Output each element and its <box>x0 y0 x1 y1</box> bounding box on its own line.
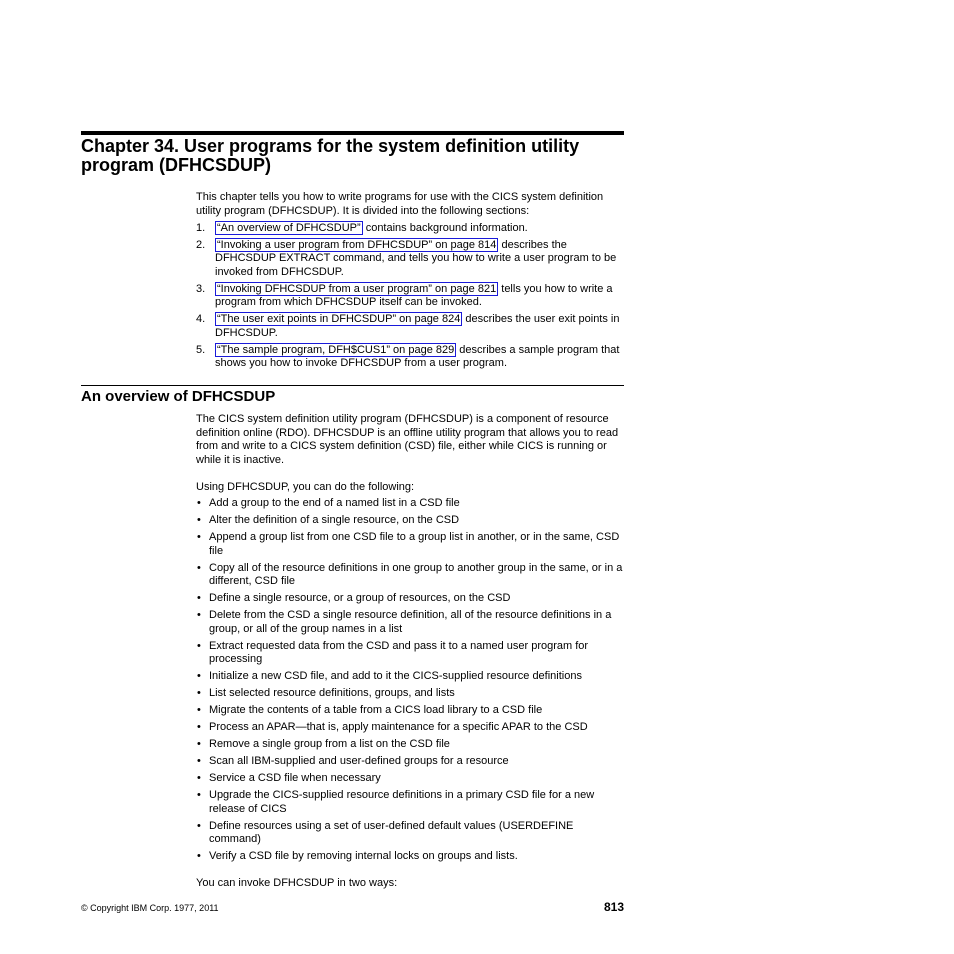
list-item <box>196 283 628 310</box>
list-number: 1. <box>196 222 206 234</box>
list-number: 2. <box>196 238 206 251</box>
list-item-text: describes the DFHCSDUP EXTRACT command, and tells you how to write a user program to be invoked from DFHCSDUP. <box>215 238 617 278</box>
list-item: • Upgrade the CICS-supplied resource definitions in a primary CSD file for a new release of CICS <box>197 789 595 815</box>
chapter-title: Chapter 34. User programs for the system definition utility program (DFHCSDUP) <box>81 136 580 175</box>
section-link-sample-program[interactable]: “The sample program, DFH$CUS1” on page 829 <box>217 343 455 356</box>
list-item: • Extract requested data from the CSD and pass it to a named user program for processing <box>197 639 589 666</box>
list-item: • Initialize a new CSD file, and add to it the CICS-supplied resource definitions <box>197 670 582 683</box>
section-link-overview[interactable]: “An overview of DFHCSDUP” <box>217 222 361 234</box>
copyright-notice: © Copyright IBM Corp. 1977, 2011 <box>81 903 219 913</box>
list-item-text: contains background information. <box>362 222 528 234</box>
list-item <box>196 344 628 371</box>
invoke-paragraph: You can invoke DFHCSDUP in two ways: <box>196 877 398 889</box>
list-item: • Migrate the contents of a table from a CICS load library to a CSD file <box>197 704 543 717</box>
section-link-user-exit-points[interactable]: “The user exit points in DFHCSDUP” on page 824 <box>217 313 461 326</box>
list-number: 3. <box>196 282 206 295</box>
list-item: • Delete from the CSD a single resource definition, all of the resource definitions in a group, or all of the group names in a list <box>197 609 612 635</box>
page-number: 813 <box>603 900 624 914</box>
list-item: • Service a CSD file when necessary <box>197 772 381 785</box>
list-number: 4. <box>196 313 206 326</box>
list-item-text: tells you how to write a program from which DFHCSDUP itself can be invoked. <box>215 282 613 309</box>
section-title: An overview of DFHCSDUP <box>81 388 276 405</box>
list-item-text: describes the user exit points in DFHCSDUP. <box>215 313 620 339</box>
section-list <box>196 222 628 374</box>
chapter-rule <box>81 131 624 135</box>
list-item: • Append a group list from one CSD file to a group list in another, or in the same, CSD file <box>197 530 620 557</box>
list-item: • Remove a single group from a list on the CSD file <box>197 738 450 751</box>
capabilities-intro: Using DFHCSDUP, you can do the following: <box>196 481 415 493</box>
list-item: • Verify a CSD file by removing internal locks on groups and lists. <box>197 850 518 863</box>
list-number: 5. <box>196 343 206 356</box>
list-item: • Copy all of the resource definitions in one group to another group in the same, or in a different, CSD file <box>197 561 623 588</box>
list-item: • Define resources using a set of user-defined default values (USERDEFINE command) <box>197 819 574 846</box>
list-item: • Scan all IBM-supplied and user-defined groups for a resource <box>197 755 509 768</box>
section-rule <box>81 385 624 386</box>
list-item <box>196 222 628 236</box>
list-item-text: describes a sample program that shows you how to invoke DFHCSDUP from a user program. <box>215 343 620 370</box>
capabilities-list <box>196 497 628 867</box>
section-link-invoking-user-program[interactable]: “Invoking a user program from DFHCSDUP” on page 814 <box>217 238 497 251</box>
list-item <box>196 239 628 280</box>
list-item: • Alter the definition of a single resource, on the CSD <box>197 513 460 526</box>
section-link-invoking-dfhcsdup[interactable]: “Invoking DFHCSDUP from a user program” on page 821 <box>217 282 497 295</box>
list-item: • List selected resource definitions, groups, and lists <box>197 687 455 700</box>
list-item: • Process an APAR—that is, apply maintenance for a specific APAR to the CSD <box>197 721 588 734</box>
intro-paragraph: This chapter tells you how to write programs for use with the CICS system definition utility program (DFHCSDUP). It is divided into the following sections: <box>196 191 604 217</box>
overview-paragraph: The CICS system definition utility program (DFHCSDUP) is a component of resource definition online (RDO). DFHCSDUP is an offline utility program that allows you to read from and write to a CICS system definition (CSD) file, either while CICS is running or while it is inactive. <box>196 413 619 466</box>
list-item <box>196 313 628 340</box>
list-item: • Define a single resource, or a group of resources, on the CSD <box>197 592 511 605</box>
list-item: • Add a group to the end of a named list in a CSD file <box>197 497 460 509</box>
